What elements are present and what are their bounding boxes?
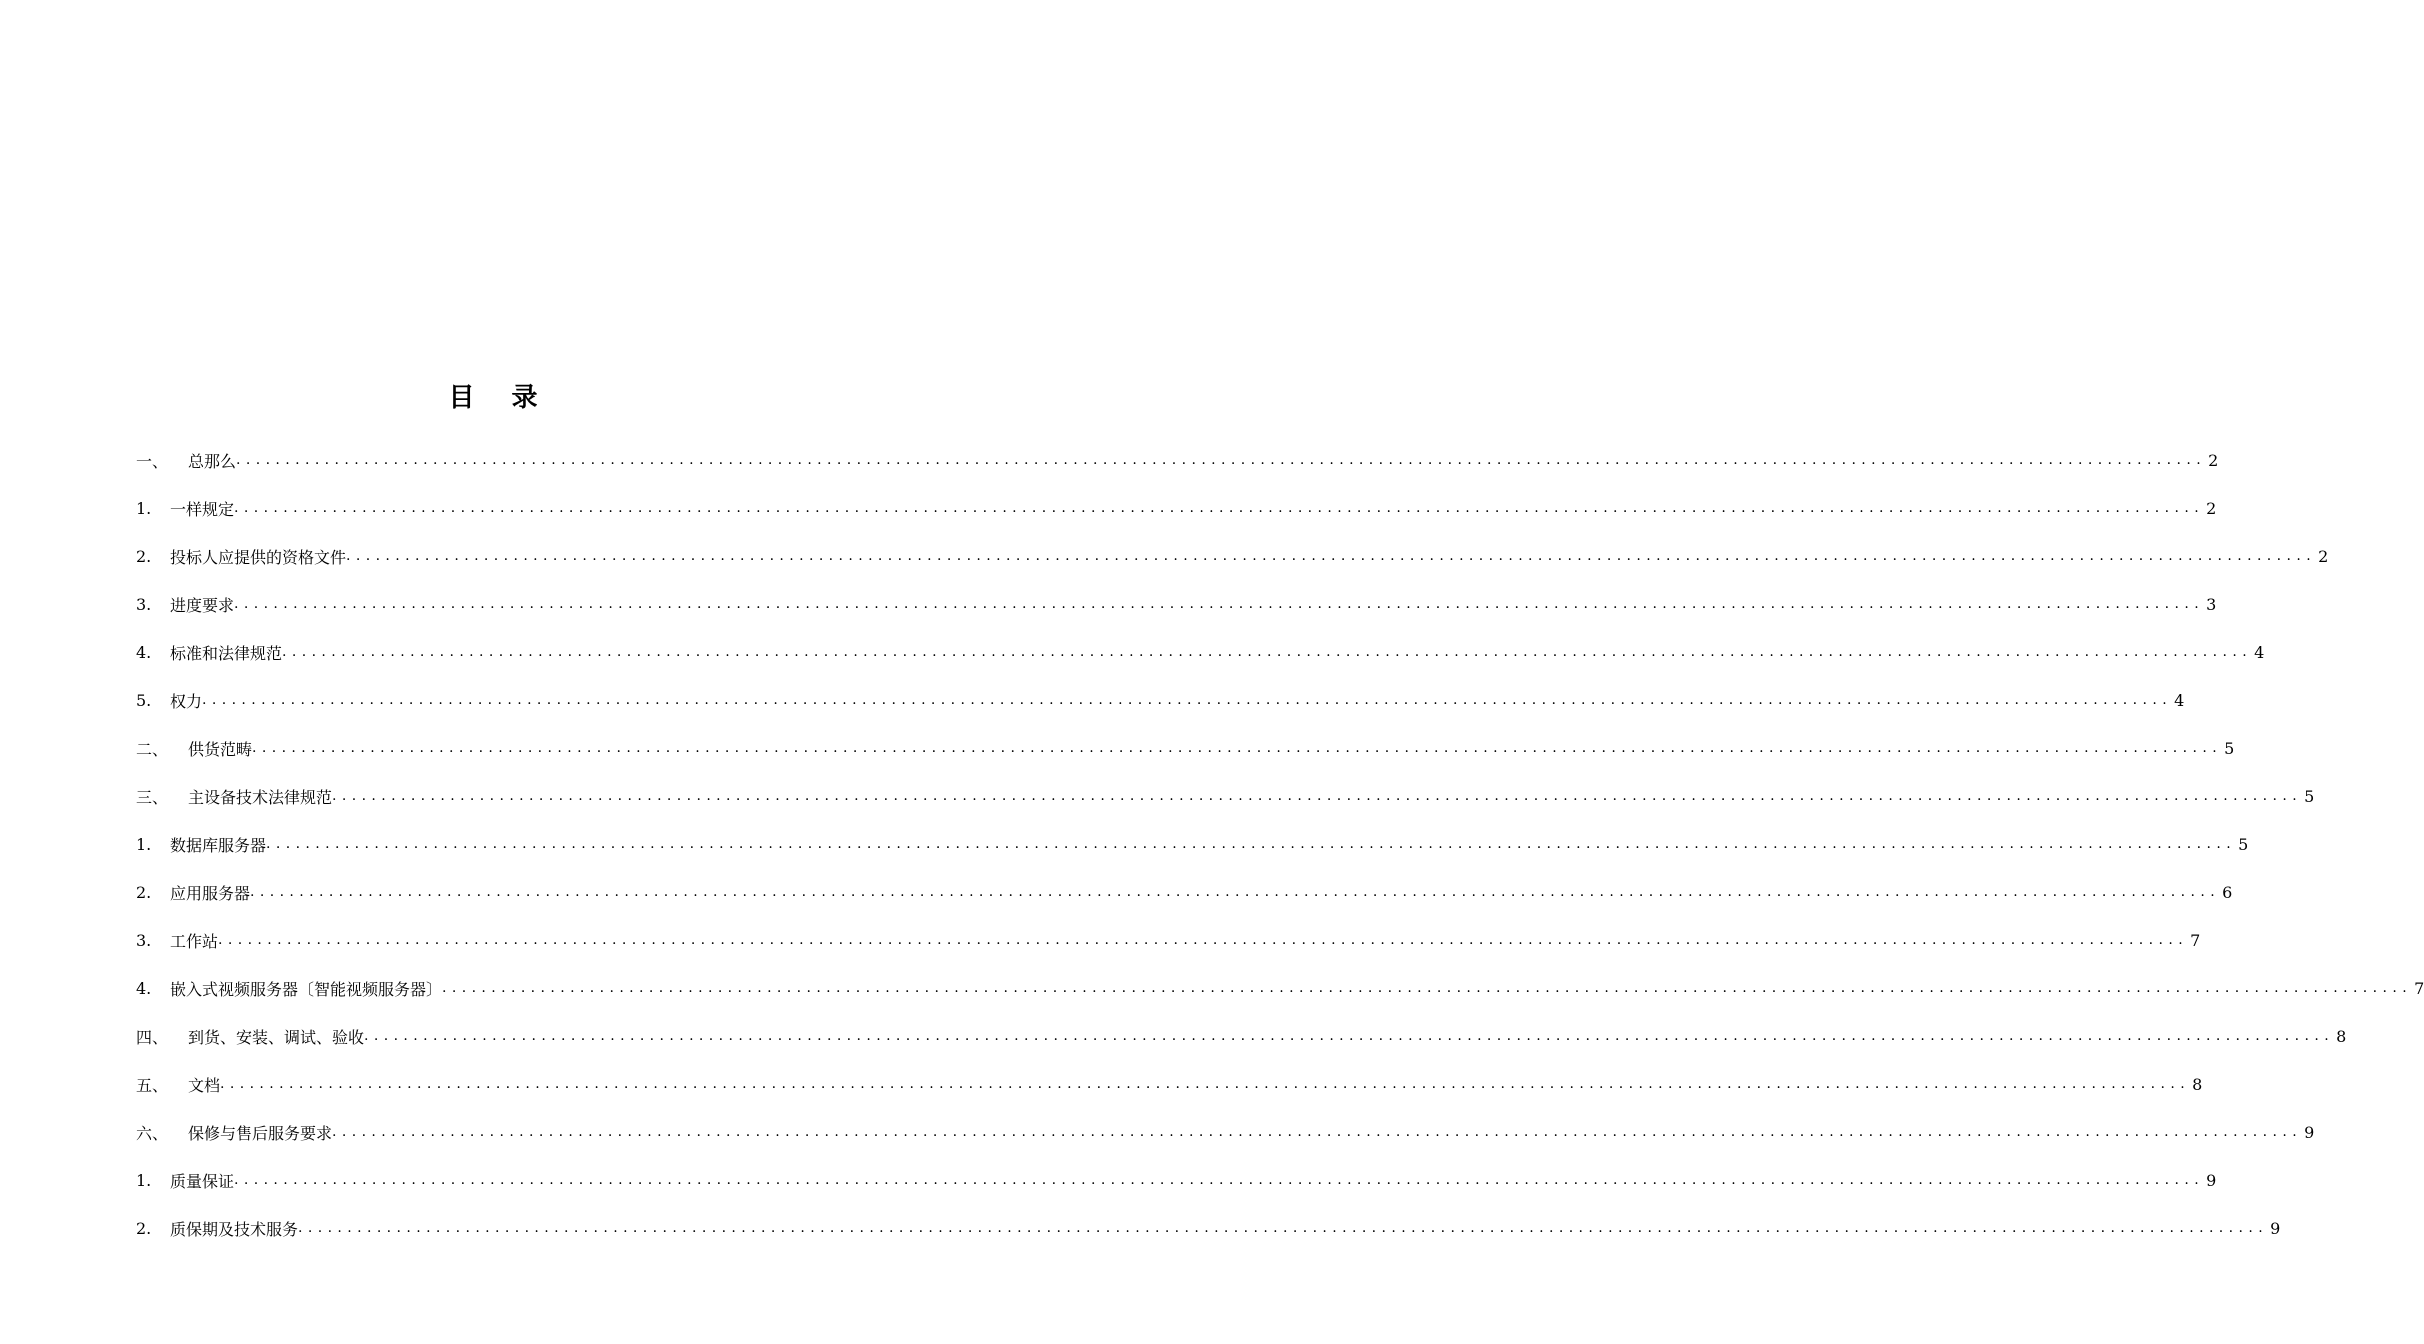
toc-entry[interactable]: [136, 436, 2219, 484]
toc-entry[interactable]: [136, 868, 2233, 916]
toc-entry-page-number: 9: [2304, 1122, 2315, 1142]
toc-entry[interactable]: [136, 1204, 2281, 1252]
toc-entry[interactable]: [136, 1156, 2217, 1204]
toc-entry-number: 4.: [136, 642, 152, 662]
toc-entry-number: 1.: [136, 1170, 152, 1190]
toc-dot-leader: ........................................................................................................................................................................................................: [266, 836, 2237, 852]
toc-entry[interactable]: [136, 916, 2201, 964]
toc-entry-title: 投标人应提供的资格文件: [170, 547, 347, 567]
toc-dot-leader: ........................................................................................................................................................................................................: [236, 452, 2207, 468]
toc-entry-page-number: 5: [2238, 834, 2249, 854]
toc-entry[interactable]: [136, 724, 2235, 772]
toc-dot-leader: ........................................................................................................................................................................................................: [218, 932, 2189, 948]
toc-entry-page-number: 4: [2174, 690, 2185, 710]
toc-entry-title: 质保期及技术服务: [170, 1219, 299, 1239]
toc-entry-title: 权力: [170, 691, 203, 711]
toc-dot-leader: ........................................................................................................................................................................................................: [202, 692, 2173, 708]
toc-entry-page-number: 2: [2208, 450, 2219, 470]
toc-entry-number: 3.: [136, 930, 152, 950]
toc-entry[interactable]: [136, 820, 2249, 868]
toc-entry-page-number: 3: [2206, 594, 2217, 614]
toc-entry-page-number: 4: [2254, 642, 2265, 662]
toc-dot-leader: ........................................................................................................................................................................................................: [252, 740, 2223, 756]
toc-entry-title: 应用服务器: [170, 883, 251, 903]
toc-entry-title: 到货、安装、调试、验收: [188, 1027, 365, 1047]
toc-entry[interactable]: [136, 1060, 2203, 1108]
toc-entry-page-number: 8: [2336, 1026, 2347, 1046]
toc-entry[interactable]: [136, 964, 2424, 1012]
toc-dot-leader: ........................................................................................................................................................................................................: [234, 596, 2205, 612]
toc-entry-number: 1.: [136, 498, 152, 518]
toc-entry-page-number: 5: [2224, 738, 2235, 758]
toc-entry-number: 一、: [136, 451, 169, 471]
toc-dot-leader: ........................................................................................................................................................................................................: [364, 1028, 2335, 1044]
toc-entry-page-number: 2: [2318, 546, 2329, 566]
toc-entry-page-number: 2: [2206, 498, 2217, 518]
toc-entry-number: 四、: [136, 1027, 169, 1047]
toc-entry-number: 2.: [136, 882, 152, 902]
toc-entry-page-number: 6: [2222, 882, 2233, 902]
toc-entry-number: 1.: [136, 834, 152, 854]
toc-entry-title: 文档: [188, 1075, 221, 1095]
toc-dot-leader: ........................................................................................................................................................................................................: [234, 1172, 2205, 1188]
toc-dot-leader: ........................................................................................................................................................................................................: [298, 1220, 2269, 1236]
toc-entry-title: 一样规定: [170, 499, 235, 519]
toc-entry-title: 质量保证: [170, 1171, 235, 1191]
toc-entry-page-number: 5: [2304, 786, 2315, 806]
toc-entry-title: 标准和法律规范: [170, 643, 283, 663]
toc-entry[interactable]: [136, 532, 2329, 580]
toc-entry-page-number: 9: [2206, 1170, 2217, 1190]
toc-entry[interactable]: [136, 772, 2315, 820]
toc-dot-leader: ........................................................................................................................................................................................................: [250, 884, 2221, 900]
toc-dot-leader: ........................................................................................................................................................................................................: [332, 788, 2303, 804]
toc-entry-title: 保修与售后服务要求: [188, 1123, 333, 1143]
page-title: 目 录: [448, 383, 552, 413]
toc-entry-title: 嵌入式视频服务器〔智能视频服务器〕: [170, 979, 443, 999]
toc-entry-number: 三、: [136, 787, 169, 807]
toc-dot-leader: ........................................................................................................................................................................................................: [220, 1076, 2191, 1092]
toc-entry-number: 5.: [136, 690, 152, 710]
toc-entry-page-number: 8: [2192, 1074, 2203, 1094]
toc-entry-title: 进度要求: [170, 595, 235, 615]
toc-entry-title: 工作站: [170, 931, 219, 951]
toc-entry-number: 2.: [136, 546, 152, 566]
toc-entry-number: 3.: [136, 594, 152, 614]
toc-entry-title: 总那么: [188, 451, 237, 471]
toc-dot-leader: ........................................................................................................................................................................................................: [282, 644, 2253, 660]
toc-entry-title: 供货范畴: [188, 739, 253, 759]
toc-entry[interactable]: [136, 1108, 2315, 1156]
toc-dot-leader: ........................................................................................................................................................................................................: [346, 548, 2317, 564]
toc-entry-number: 六、: [136, 1123, 169, 1143]
toc-entry[interactable]: [136, 676, 2185, 724]
toc-entry-page-number: 9: [2270, 1218, 2281, 1238]
toc-entry-number: 2.: [136, 1218, 152, 1238]
table-of-contents: [136, 436, 2424, 1252]
toc-entry[interactable]: [136, 484, 2217, 532]
toc-entry-page-number: 7: [2190, 930, 2201, 950]
toc-dot-leader: ........................................................................................................................................................................................................: [332, 1124, 2303, 1140]
toc-dot-leader: ........................................................................................................................................................................................................: [234, 500, 2205, 516]
toc-entry-number: 4.: [136, 978, 152, 998]
toc-entry[interactable]: [136, 1012, 2347, 1060]
toc-entry-title: 主设备技术法律规范: [188, 787, 333, 807]
toc-entry-number: 二、: [136, 739, 169, 759]
toc-entry-title: 数据库服务器: [170, 835, 267, 855]
toc-entry-number: 五、: [136, 1075, 169, 1095]
toc-entry[interactable]: [136, 580, 2217, 628]
toc-dot-leader: ........................................................................................................................................................................................................: [442, 980, 2413, 996]
toc-entry[interactable]: [136, 628, 2265, 676]
toc-entry-page-number: 7: [2414, 978, 2424, 998]
